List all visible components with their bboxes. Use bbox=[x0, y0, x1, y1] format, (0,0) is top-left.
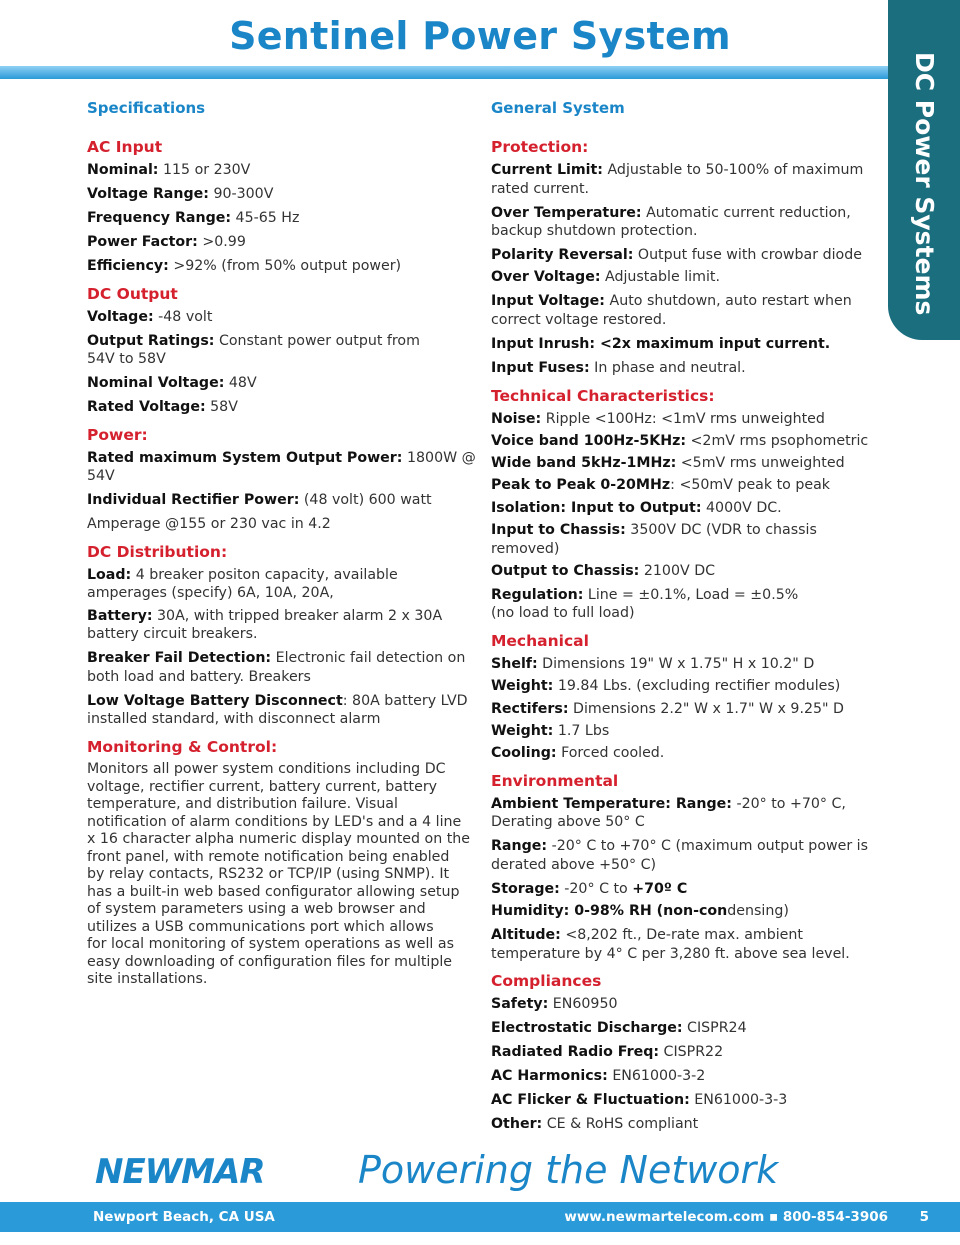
spec-value: Forced cooled. bbox=[556, 745, 665, 762]
column-heading-general-system: General System bbox=[491, 99, 625, 117]
spec-label: AC Harmonics: bbox=[491, 1068, 608, 1085]
spec-item bbox=[491, 246, 873, 265]
spec-value: Dimensions 2.2" W x 1.7" W x 9.25" D bbox=[568, 700, 844, 717]
section-title-compliances: Compliances bbox=[491, 972, 602, 991]
spec-item bbox=[491, 926, 873, 963]
spec-label-suffix: +70º C bbox=[632, 880, 688, 897]
spec-item bbox=[491, 476, 873, 495]
spec-label: Individual Rectifier Power: bbox=[87, 492, 300, 509]
spec-value: CE & RoHS compliant bbox=[542, 1116, 699, 1133]
section-title-monitoring-control: Monitoring & Control: bbox=[87, 738, 278, 757]
spec-item bbox=[87, 449, 479, 486]
spec-value: Constant power output from 54V to 58V bbox=[87, 332, 420, 368]
spec-label: Nominal: bbox=[87, 162, 159, 178]
section-title-technical-characteristics: Technical Characteristics: bbox=[491, 386, 715, 405]
spec-item bbox=[491, 359, 873, 378]
footer-contact: www.newmartelecom.com ▪ 800-854-3906 bbox=[564, 1209, 888, 1225]
spec-item bbox=[491, 655, 873, 674]
spec-value: Amperage @155 or 230 vac in 4.2 bbox=[87, 516, 331, 533]
side-tab bbox=[888, 0, 960, 340]
spec-value: EN60950 bbox=[548, 996, 618, 1013]
spec-item bbox=[491, 521, 873, 558]
spec-label: Input Voltage: bbox=[491, 293, 605, 310]
spec-item bbox=[87, 491, 479, 510]
spec-item bbox=[87, 209, 479, 228]
spec-value: <2mV rms psophometric bbox=[686, 432, 869, 449]
spec-label: Wide band 5kHz-1MHz: bbox=[491, 455, 677, 472]
spec-value: Dimensions 19" W x 1.75" H x 10.2" D bbox=[537, 656, 815, 673]
spec-item bbox=[491, 562, 873, 581]
page-title: Sentinel Power System bbox=[229, 14, 731, 58]
spec-item bbox=[491, 677, 873, 696]
spec-label: Other: bbox=[491, 1116, 543, 1133]
spec-label: Rated Voltage: bbox=[87, 399, 206, 416]
spec-value: 19.84 Lbs. (excluding rectifier modules) bbox=[553, 678, 841, 695]
spec-label: Battery: bbox=[87, 607, 153, 624]
section-title-protection: Protection: bbox=[491, 138, 589, 156]
spec-value: Ripple <100Hz: <1mV rms unweighted bbox=[541, 410, 825, 427]
spec-value: >92% (from 50% output power) bbox=[168, 257, 402, 274]
spec-item bbox=[491, 432, 873, 451]
spec-value: Auto shutdown, auto restart when correct voltage restored. bbox=[491, 293, 852, 329]
spec-label: Weight: bbox=[491, 678, 554, 695]
spec-label: Noise: bbox=[491, 410, 542, 427]
spec-item bbox=[491, 335, 873, 354]
spec-label: Input Inrush: <2x maximum input current. bbox=[491, 336, 831, 352]
spec-item bbox=[491, 1091, 873, 1110]
spec-item bbox=[87, 185, 479, 204]
title-rule bbox=[0, 66, 888, 79]
spec-value: 45-65 Hz bbox=[231, 209, 300, 226]
spec-value: 4000V DC. bbox=[701, 499, 782, 516]
spec-value: EN61000-3-2 bbox=[607, 1068, 706, 1085]
spec-label: Load: bbox=[87, 566, 132, 583]
spec-label: Weight: bbox=[491, 722, 554, 739]
spec-value: Line = ±0.1%, Load = ±0.5% (no load to full load) bbox=[491, 586, 799, 622]
spec-label: Over Voltage: bbox=[491, 269, 601, 286]
spec-item bbox=[491, 995, 873, 1014]
spec-item bbox=[491, 700, 873, 719]
spec-value: : 80A battery LVD installed standard, with disconnect alarm bbox=[87, 692, 468, 728]
spec-label: Humidity: 0-98% RH (non-con bbox=[491, 903, 728, 920]
spec-label: Electrostatic Discharge: bbox=[491, 1020, 683, 1037]
spec-value: <8,202 ft., De-rate max. ambient temperature by 4° C per 3,280 ft. above sea level. bbox=[491, 927, 850, 962]
section-title-power: Power: bbox=[87, 425, 148, 444]
spec-value: Automatic current reduction, backup shutdown protection. bbox=[491, 204, 851, 240]
spec-item bbox=[87, 398, 479, 417]
spec-value: In phase and neutral. bbox=[589, 359, 746, 376]
spec-value: Adjustable limit. bbox=[600, 269, 720, 286]
spec-value: -48 volt bbox=[153, 308, 213, 325]
spec-label: Rectifers: bbox=[491, 700, 569, 717]
spec-item bbox=[491, 499, 873, 518]
spec-label: Breaker Fail Detection: bbox=[87, 650, 272, 667]
spec-value: densing) bbox=[727, 903, 789, 920]
spec-value: 58V bbox=[205, 399, 238, 416]
monitoring-paragraph: Monitors all power system conditions including DC voltage, rectifier current, battery current, battery temperature, and distribution failure. Visual notification of alarm conditions by LED's and a 4 line x 16 character alpha numeric display mounted on the front panel, with remote notification being enabled by relay contacts, RS232 or TCP/IP (using SNMP). It has a built-in web based configurator allowing setup of system parameters using a web browser and utilizes a USB communications port which allows for local monitoring of system operations as well as easy downloading of configuration files for multiple site installations. bbox=[87, 761, 471, 988]
spec-label: Peak to Peak 0-20MHz bbox=[491, 477, 671, 494]
spec-item bbox=[491, 722, 873, 741]
spec-value: 30A, with tripped breaker alarm 2 x 30A battery circuit breakers. bbox=[87, 607, 443, 643]
spec-item bbox=[491, 795, 873, 832]
spec-label: Voice band 100Hz-5KHz: bbox=[491, 432, 687, 449]
spec-label: Radiated Radio Freq: bbox=[491, 1044, 660, 1061]
spec-item bbox=[491, 292, 873, 329]
spec-value: <5mV rms unweighted bbox=[676, 455, 845, 472]
spec-label: Cooling: bbox=[491, 745, 557, 762]
spec-label: Low Voltage Battery Disconnect bbox=[87, 692, 343, 709]
spec-value: -20° C to bbox=[559, 880, 633, 897]
spec-value: Electronic fail detection on both load and battery. Breakers bbox=[87, 650, 466, 685]
spec-item bbox=[491, 1067, 873, 1086]
spec-label: Range: bbox=[491, 838, 548, 855]
spec-item bbox=[491, 744, 873, 763]
spec-label: AC Flicker & Fluctuation: bbox=[491, 1092, 690, 1109]
spec-label: Input Fuses: bbox=[491, 359, 590, 376]
spec-label: Ambient Temperature: Range: bbox=[491, 795, 732, 812]
spec-item bbox=[87, 692, 479, 729]
spec-value: 1.7 Lbs bbox=[553, 722, 610, 739]
spec-value: : <50mV peak to peak bbox=[670, 477, 830, 494]
spec-value: -20° to +70° C, Derating above 50° C bbox=[491, 795, 846, 831]
page-number: 5 bbox=[919, 1209, 929, 1225]
spec-label: Frequency Range: bbox=[87, 209, 232, 226]
spec-value: CISPR24 bbox=[682, 1020, 747, 1037]
section-title-dc-output: DC Output bbox=[87, 284, 178, 303]
spec-item bbox=[87, 233, 479, 252]
section-title-dc-distribution: DC Distribution: bbox=[87, 542, 228, 561]
side-tab-label: DC Power Systems bbox=[910, 52, 939, 316]
spec-label: Output Ratings: bbox=[87, 332, 215, 349]
spec-item bbox=[491, 837, 873, 874]
spec-item bbox=[491, 902, 873, 921]
spec-item bbox=[491, 586, 873, 623]
spec-label: Polarity Reversal: bbox=[491, 247, 634, 264]
spec-item bbox=[491, 454, 873, 473]
spec-item bbox=[87, 332, 479, 369]
spec-value: Adjustable to 50-100% of maximum rated current. bbox=[491, 162, 864, 197]
spec-value: 2100V DC bbox=[639, 562, 716, 579]
spec-item bbox=[87, 308, 479, 327]
tagline: Powering the Network bbox=[358, 1148, 779, 1192]
spec-label: Rated maximum System Output Power: bbox=[87, 449, 403, 466]
spec-value: 1800W @ 54V bbox=[87, 449, 476, 485]
spec-value: EN61000-3-3 bbox=[689, 1092, 788, 1109]
spec-label: Regulation: bbox=[491, 586, 584, 603]
spec-label: Output to Chassis: bbox=[491, 562, 640, 579]
spec-label: Safety: bbox=[491, 996, 549, 1013]
spec-label: Altitude: bbox=[491, 927, 561, 944]
spec-item bbox=[491, 1115, 873, 1134]
section-title-mechanical: Mechanical bbox=[491, 632, 589, 651]
spec-label: Voltage Range: bbox=[87, 185, 209, 202]
spec-item bbox=[87, 515, 479, 534]
spec-value: -20° C to +70° C (maximum output power is derated above +50° C) bbox=[491, 838, 869, 873]
spec-item bbox=[491, 880, 873, 899]
spec-item bbox=[491, 1019, 873, 1038]
spec-item bbox=[87, 257, 479, 276]
spec-label: Isolation: Input to Output: bbox=[491, 499, 702, 516]
left-column bbox=[87, 98, 479, 989]
spec-label: Storage: bbox=[491, 880, 560, 897]
newmar-logo: NEWMAR bbox=[95, 1152, 265, 1192]
spec-item bbox=[87, 607, 479, 644]
column-heading-specifications: Specifications bbox=[87, 99, 206, 117]
spec-label: Power Factor: bbox=[87, 233, 198, 250]
spec-item bbox=[491, 268, 873, 287]
spec-item bbox=[491, 161, 873, 198]
spec-value: 4 breaker positon capacity, available amperages (specify) 6A, 10A, 20A, bbox=[87, 566, 398, 602]
spec-value: CISPR22 bbox=[659, 1044, 724, 1061]
spec-item bbox=[87, 161, 479, 180]
section-title-environmental: Environmental bbox=[491, 771, 619, 790]
spec-value: 3500V DC (VDR to chassis removed) bbox=[491, 521, 817, 557]
spec-label: Current Limit: bbox=[491, 162, 603, 178]
spec-value: >0.99 bbox=[197, 233, 246, 250]
spec-label: Nominal Voltage: bbox=[87, 375, 225, 392]
spec-value: 90-300V bbox=[208, 185, 274, 202]
spec-label: Shelf: bbox=[491, 656, 538, 673]
spec-label: Over Temperature: bbox=[491, 204, 642, 221]
spec-item bbox=[491, 204, 873, 241]
spec-label: Input to Chassis: bbox=[491, 521, 626, 538]
footer-location: Newport Beach, CA USA bbox=[93, 1209, 275, 1225]
footer-bar bbox=[0, 1202, 960, 1232]
section-title-ac-input: AC Input bbox=[87, 138, 163, 156]
spec-label: Efficiency: bbox=[87, 257, 169, 274]
spec-value: (48 volt) 600 watt bbox=[299, 492, 432, 509]
spec-label: Voltage: bbox=[87, 308, 154, 325]
right-column bbox=[491, 98, 873, 1139]
spec-item bbox=[491, 1043, 873, 1062]
spec-value: 115 or 230V bbox=[158, 162, 251, 178]
spec-value: 48V bbox=[224, 375, 257, 392]
spec-item bbox=[87, 649, 479, 686]
spec-item bbox=[87, 566, 479, 603]
spec-item bbox=[87, 374, 479, 393]
spec-value: Output fuse with crowbar diode bbox=[633, 247, 862, 264]
spec-item bbox=[491, 410, 873, 429]
